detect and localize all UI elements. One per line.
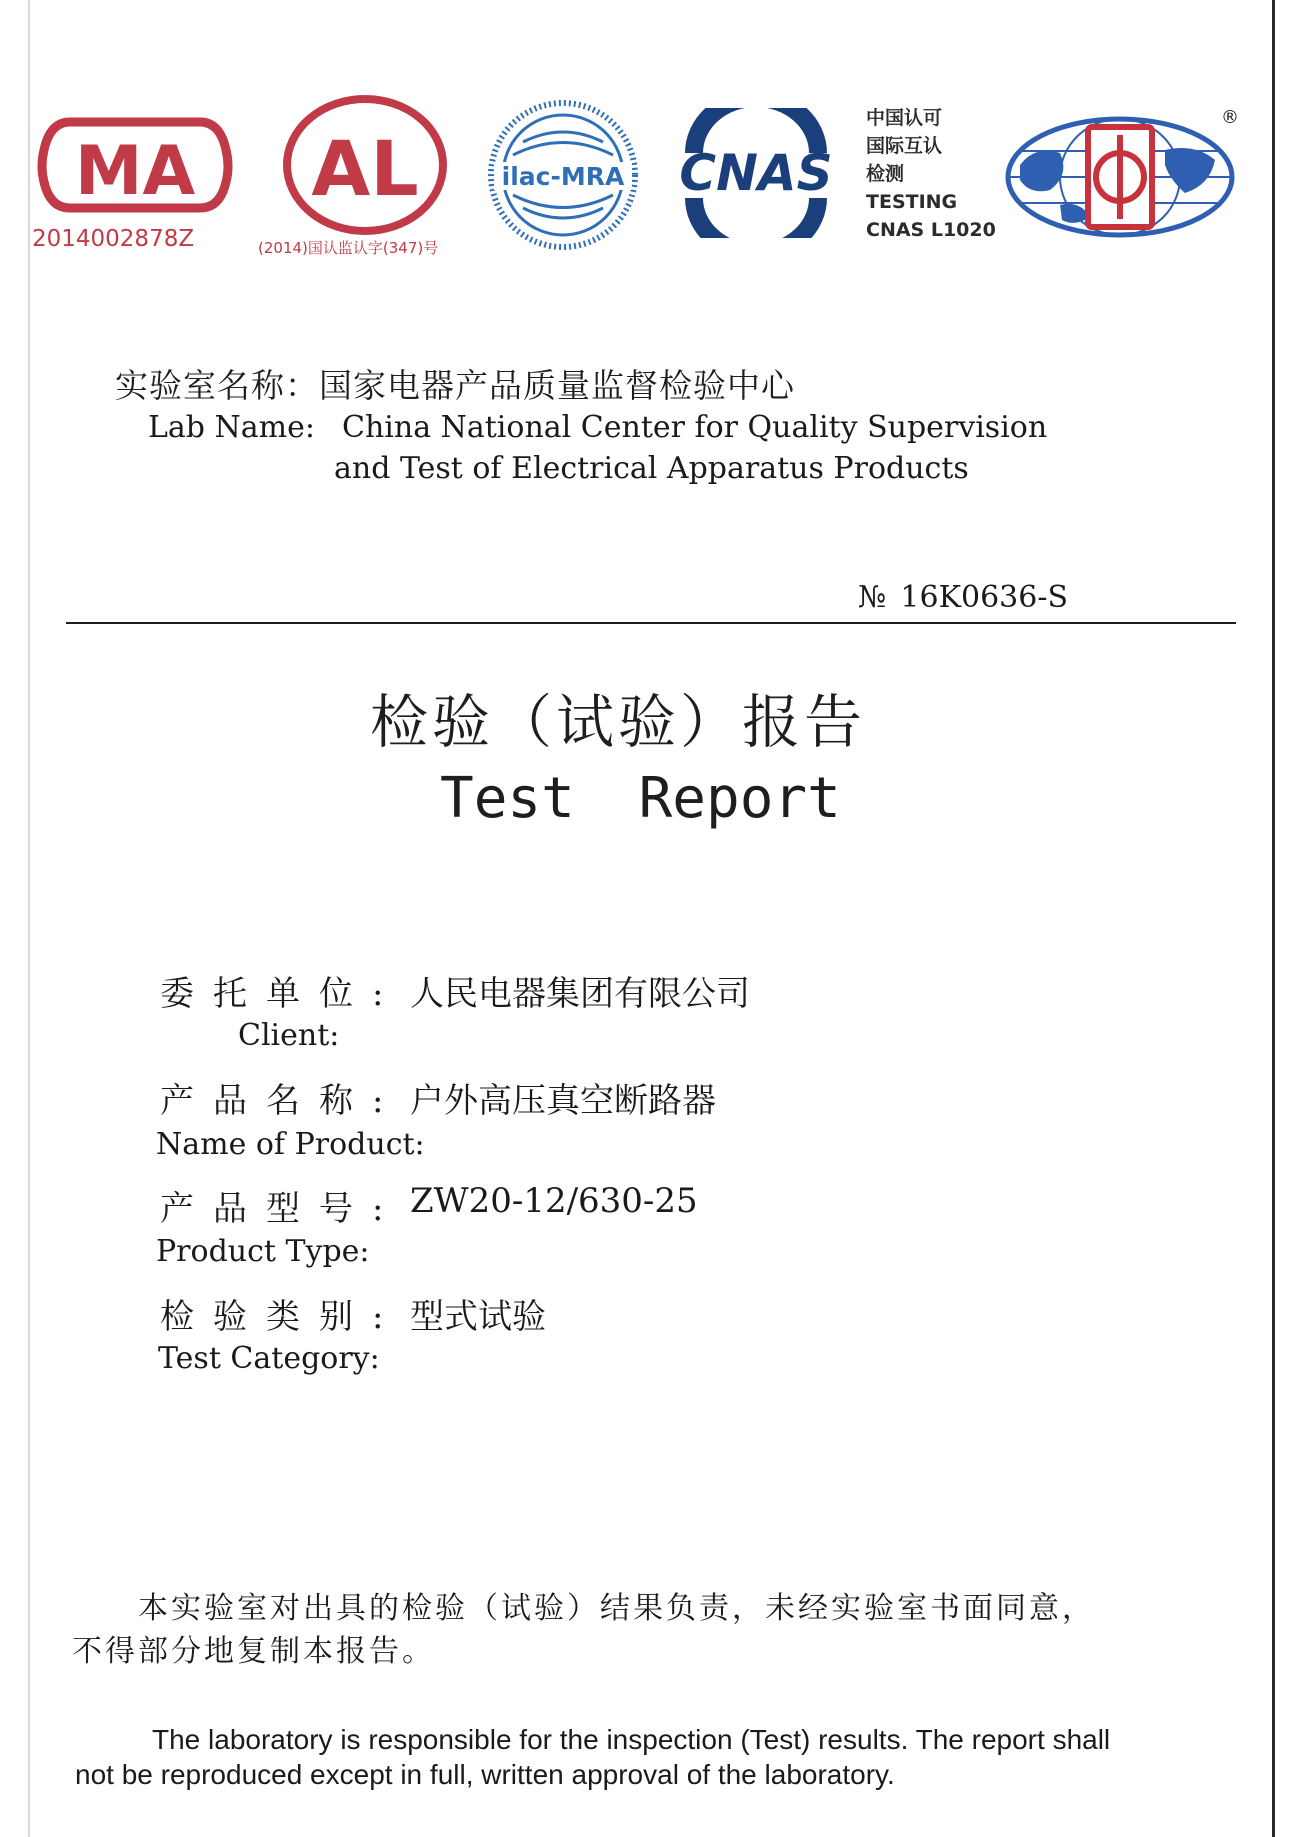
- page-scan-edge-right: [1272, 0, 1275, 1837]
- cnas-line: 检测: [866, 163, 905, 185]
- cqc-globe-logo: [1000, 105, 1240, 245]
- notice-en-line2: not be reproduced except in full, written approval of the laboratory.: [75, 1759, 895, 1790]
- report-number: [858, 580, 1068, 615]
- product-name-value: 户外高压真空断路器: [410, 1081, 716, 1121]
- cnas-logo: [664, 108, 848, 238]
- test-category-value: 型式试验: [410, 1297, 546, 1337]
- cal-logo: [255, 95, 475, 260]
- page-scan-edge-left: [28, 0, 30, 1837]
- header-divider: [66, 622, 1236, 624]
- product-name-label-cn: 产品名称:: [160, 1081, 403, 1121]
- cnas-line: 国际互认: [866, 135, 943, 157]
- client-value: 人民电器集团有限公司: [410, 974, 750, 1014]
- lab-name-label: Lab Name:: [148, 410, 315, 445]
- ilac-mra-logo: [488, 100, 638, 250]
- test-category-label-en: Test Category:: [158, 1341, 380, 1376]
- ilac-mra-logo-mark: ilac-MRA: [501, 162, 625, 191]
- report-number-value: 16K0636-S: [900, 580, 1069, 615]
- notice-cn-line1: 本实验室对出具的检验（试验）结果负责，未经实验室书面同意，: [138, 1591, 1095, 1626]
- test-category-label-cn: 检验类别:: [160, 1297, 403, 1337]
- number-sign: №: [858, 580, 887, 615]
- cnas-logo-mark: CNAS: [679, 144, 833, 202]
- report-title-en: Test Report: [440, 766, 841, 831]
- cma-number: 2014002878Z: [32, 226, 195, 252]
- lab-name-en-line1: China National Center for Quality Supervision: [342, 410, 1048, 445]
- cal-logo-mark: AL: [311, 124, 419, 213]
- cnas-line: CNAS L1020: [866, 219, 996, 241]
- client-label-cn: 委托单位:: [160, 974, 403, 1014]
- client-label-en: Client:: [238, 1018, 340, 1053]
- lab-name-en-line2: and Test of Electrical Apparatus Products: [334, 451, 969, 486]
- product-type-label-cn: 产品型号:: [160, 1189, 403, 1229]
- product-type-value: ZW20-12/630-25: [410, 1181, 698, 1221]
- cal-certificate-caption: (2014)国认监认字(347)号: [258, 239, 439, 257]
- cnas-line: TESTING: [866, 191, 958, 213]
- notice-en-line1: The laboratory is responsible for the inspection (Test) results. The report shall: [152, 1724, 1111, 1755]
- cnas-line: 中国认可: [866, 107, 943, 129]
- product-name-label-en: Name of Product:: [156, 1127, 425, 1162]
- registered-mark: ®: [1221, 107, 1239, 128]
- report-title-cn: 检验（试验）报告: [370, 688, 867, 756]
- cma-logo-mark: MA: [74, 132, 196, 211]
- cnas-accreditation-text: [866, 104, 1016, 244]
- lab-name-cn: 实验室名称：国家电器产品质量监督检验中心: [115, 366, 795, 405]
- product-type-label-en: Product Type:: [156, 1234, 370, 1269]
- notice-cn-line2: 不得部分地复制本报告。: [72, 1634, 435, 1669]
